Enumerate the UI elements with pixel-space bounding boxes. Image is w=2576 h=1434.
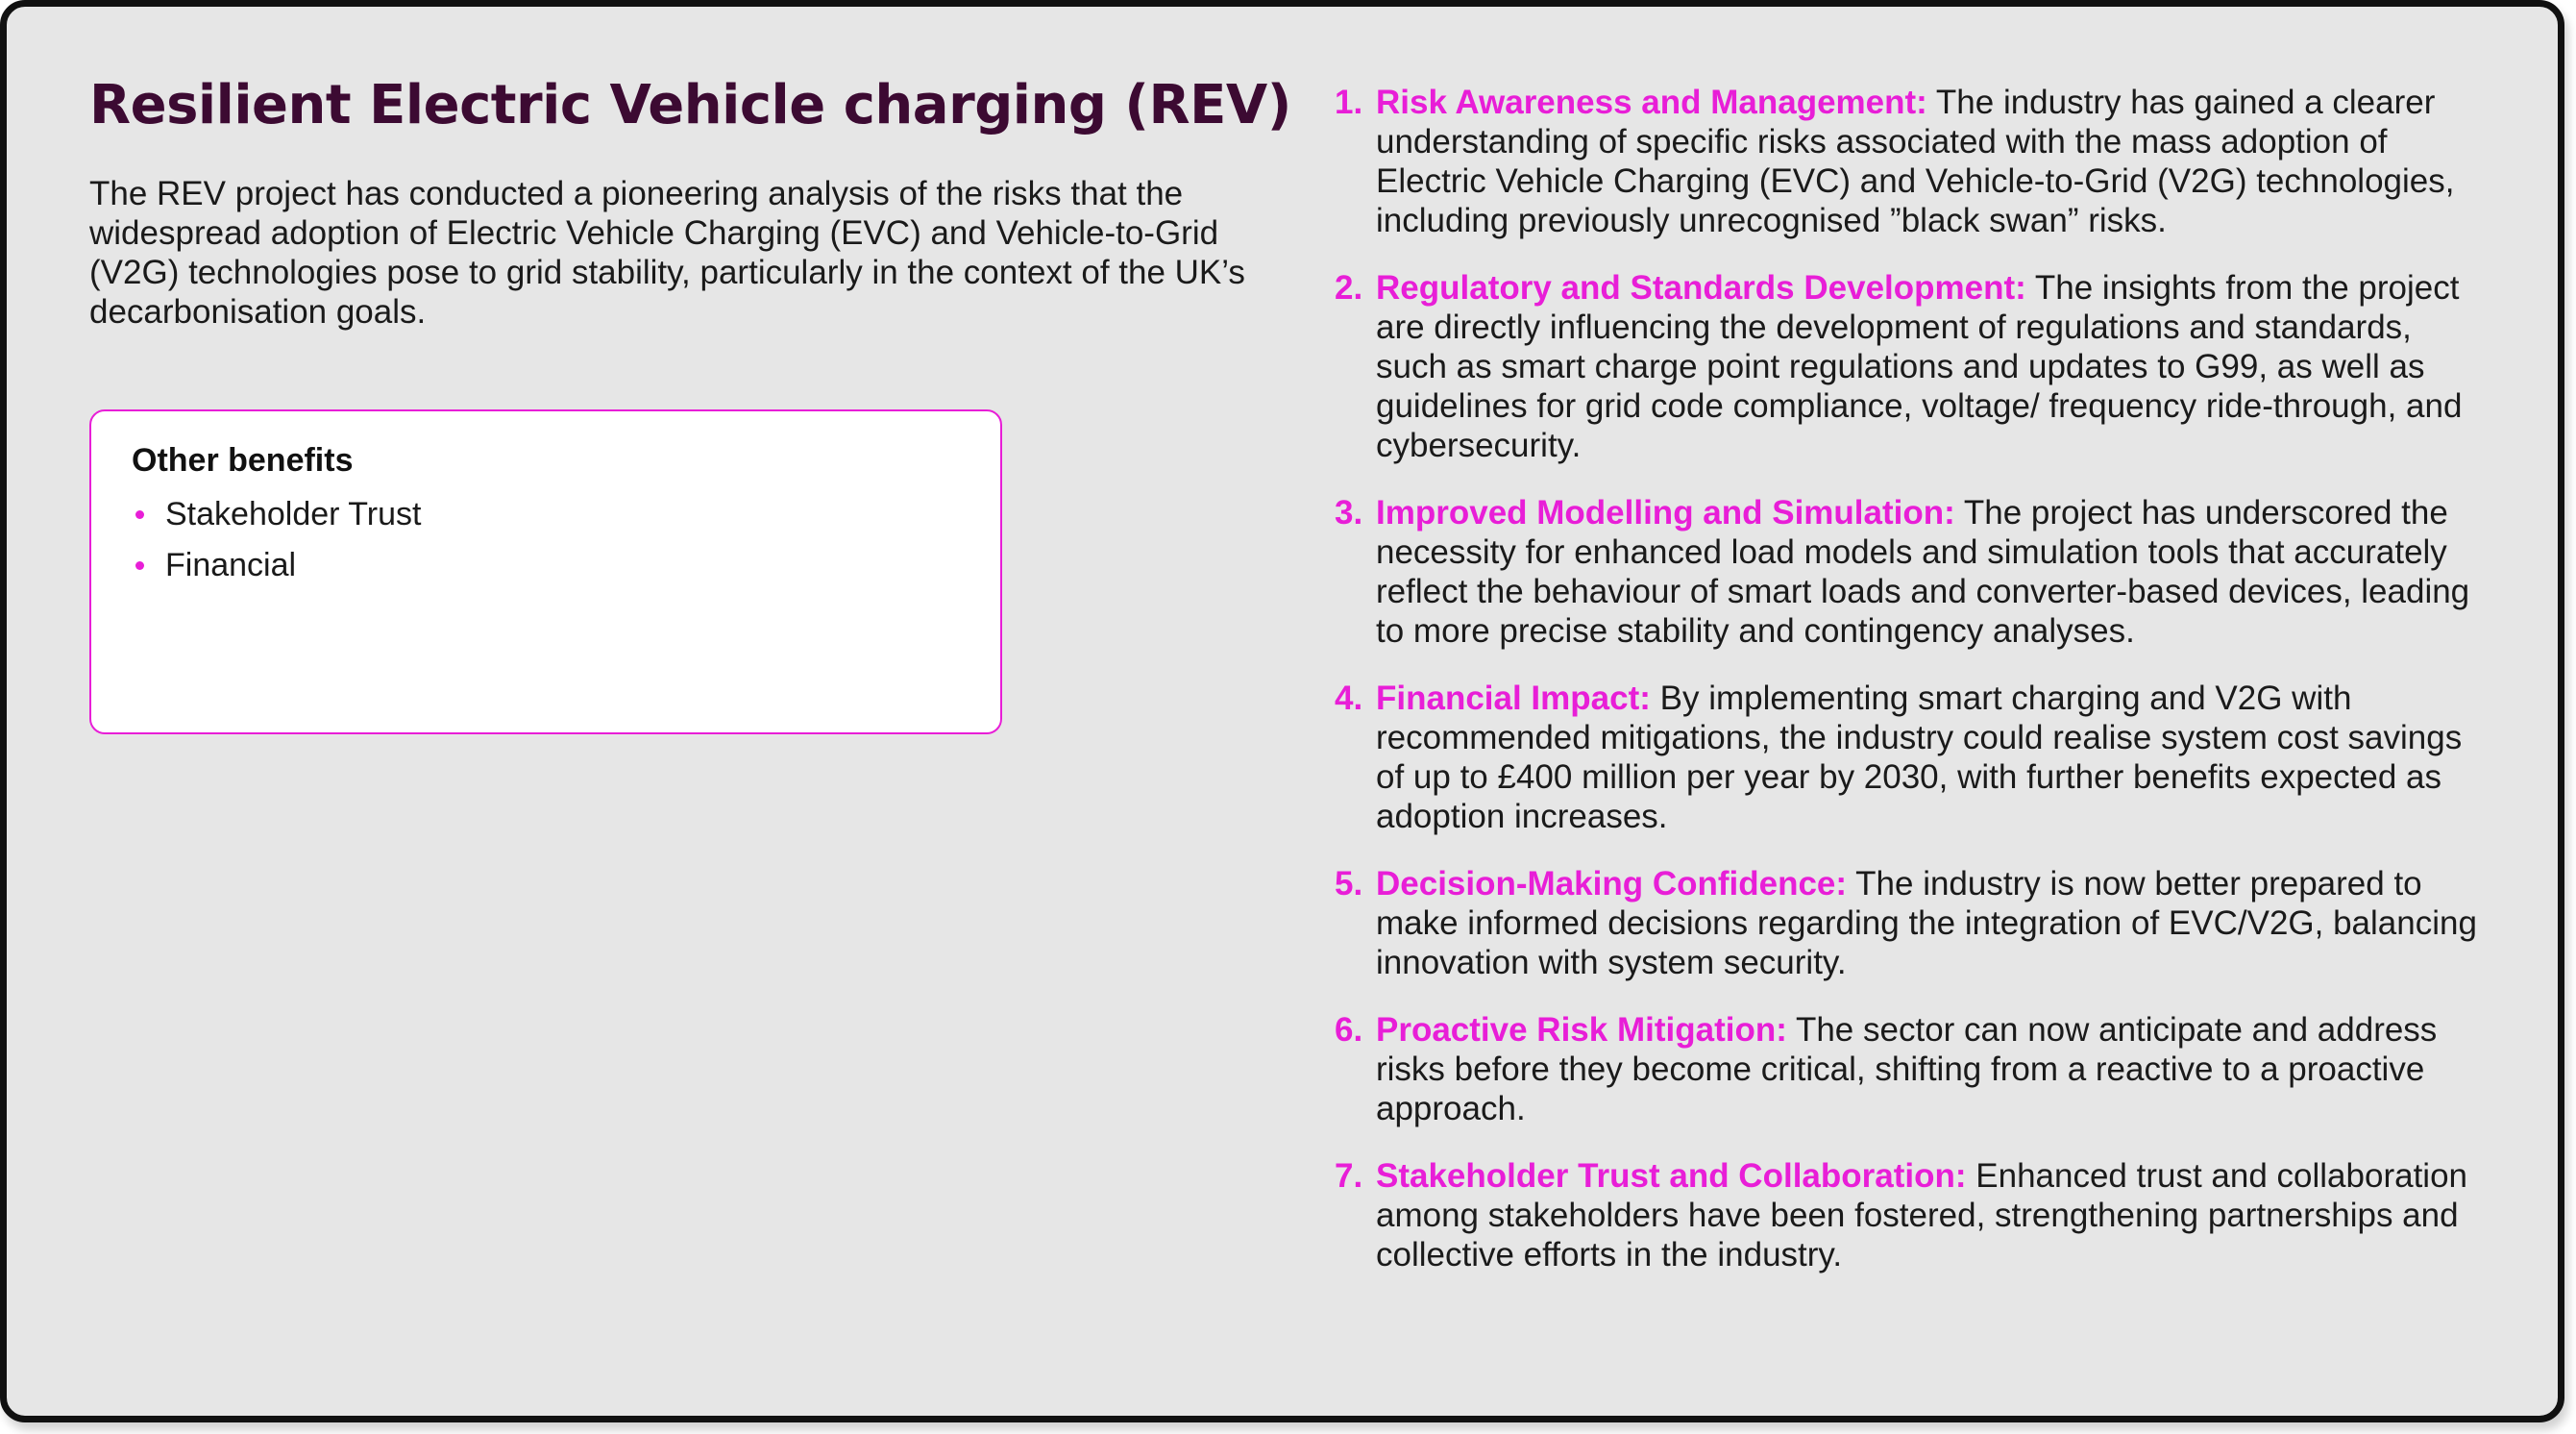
benefits-numbered-list	[1335, 83, 2488, 1302]
benefit-title: Regulatory and Standards Development:	[1376, 269, 2026, 307]
benefit-number: 1.	[1335, 84, 1363, 121]
page-title: Resilient Electric Vehicle charging (REV)	[89, 74, 1291, 136]
benefit-title: Financial Impact:	[1376, 680, 1651, 717]
benefit-item	[1335, 864, 2488, 982]
benefit-item	[1335, 679, 2488, 836]
benefit-item	[1335, 1156, 2488, 1274]
benefit-text: The project has underscored the necessity for enhanced load models and simulation tools that accurately reflect the behaviour of smart loads and converter-based devices, leading to more precise stability and contingency analyses.	[1376, 494, 2470, 650]
benefit-text: Enhanced trust and collaboration among stakeholders have been fostered, strengthening partnerships and collective efforts in the industry.	[1376, 1157, 2467, 1273]
benefit-text: By implementing smart charging and V2G with recommended mitigations, the industry could realise system cost savings of up to £400 million per year by 2030, with further benefits expected as adoption increases.	[1376, 680, 2463, 835]
benefit-text: The industry is now better prepared to make informed decisions regarding the integration of EVC/V2G, balancing innovation with system security.	[1376, 865, 2477, 981]
benefit-text: The sector can now anticipate and address risks before they become critical, shifting from a reactive to a proactive approach.	[1376, 1011, 2438, 1127]
benefit-title: Risk Awareness and Management:	[1376, 84, 1927, 121]
benefit-number: 2.	[1335, 269, 1363, 307]
benefit-number: 3.	[1335, 494, 1363, 532]
other-benefit-label: Financial	[165, 547, 297, 583]
benefit-title: Proactive Risk Mitigation:	[1376, 1011, 1787, 1049]
other-benefits-list	[132, 489, 1000, 591]
benefit-title: Decision-Making Confidence:	[1376, 865, 1848, 902]
benefit-number: 6.	[1335, 1011, 1363, 1049]
bullet-icon	[135, 561, 144, 570]
benefit-text: The industry has gained a clearer understanding of specific risks associated with the mass adoption of Electric Vehicle Charging (EVC) and Vehicle-to-Grid (V2G) technologies, including previously unrecognised ”black swan” risks.	[1376, 84, 2455, 239]
benefit-text: The insights from the project are directly influencing the development of regulations and standards, such as smart charge point regulations and updates to G99, as well as guidelines for grid code compliance, voltage/ frequency ride-through, and cybersecurity.	[1376, 269, 2463, 464]
intro-paragraph: The REV project has conducted a pioneering analysis of the risks that the widespread adoption of Electric Vehicle Charging (EVC) and Vehicle-to-Grid (V2G) technologies pose to grid stability, particularly in the context of the UK’s decarbonisation goals.	[89, 175, 1245, 331]
other-benefits-heading: Other benefits	[132, 442, 354, 479]
benefit-number: 4.	[1335, 680, 1363, 717]
benefit-number: 5.	[1335, 865, 1363, 902]
other-benefit-item	[132, 540, 1000, 591]
benefit-title: Improved Modelling and Simulation:	[1376, 494, 1955, 532]
benefit-number: 7.	[1335, 1157, 1363, 1195]
benefit-item	[1335, 493, 2488, 651]
benefit-item	[1335, 83, 2488, 240]
other-benefit-label: Stakeholder Trust	[165, 496, 422, 532]
other-benefits-box	[89, 409, 1002, 734]
benefit-item	[1335, 268, 2488, 465]
bullet-icon	[135, 510, 144, 519]
benefit-item	[1335, 1010, 2488, 1128]
other-benefit-item	[132, 489, 1000, 540]
benefit-title: Stakeholder Trust and Collaboration:	[1376, 1157, 1967, 1195]
